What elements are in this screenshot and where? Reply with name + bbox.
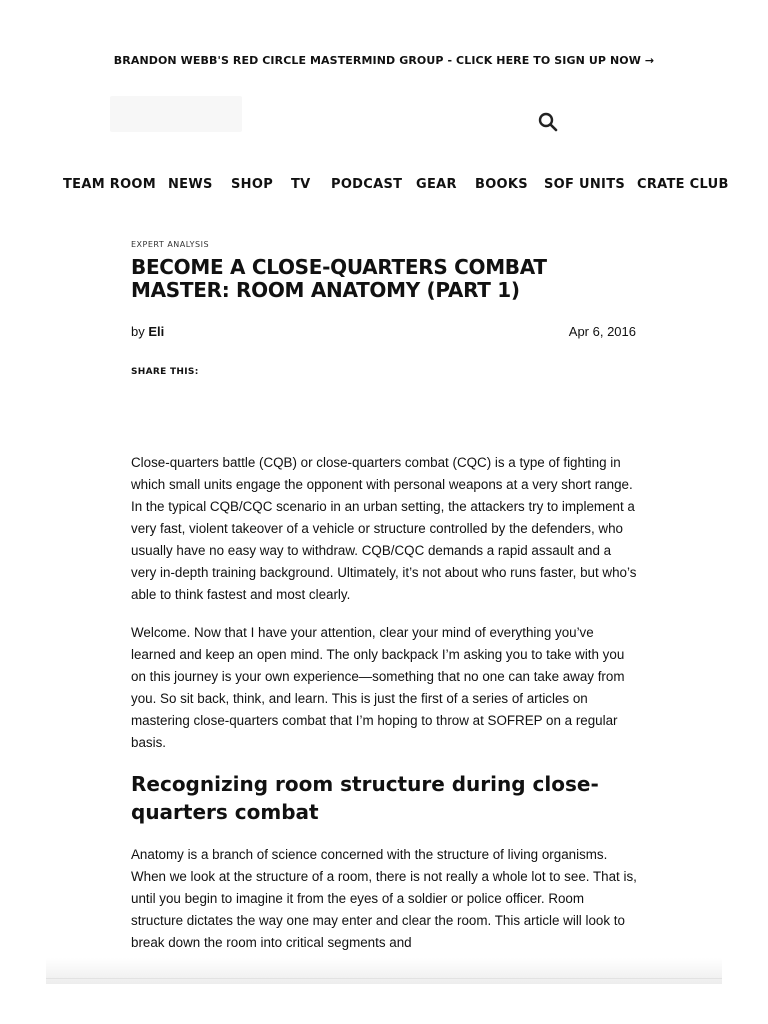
search-button[interactable] <box>534 108 562 136</box>
search-icon <box>538 112 558 132</box>
nav-item-news[interactable]: NEWS <box>168 177 213 192</box>
nav-item-crate-club[interactable]: CRATE CLUB <box>637 177 729 192</box>
byline-prefix: by <box>131 324 145 339</box>
nav-item-tv[interactable]: TV <box>291 177 311 192</box>
section-heading: Recognizing room structure during close-quarters combat <box>131 772 599 824</box>
article-paragraph: Anatomy is a branch of science concerned with the structure of living organisms. When we look at the structure of a room, there is not really a whole lot to see. That is, until you begin to imagine it from the eyes of a soldier or police officer. Room structure dictates the way one may enter and clear the room. This article will look to break down the room into critical segments and <box>131 847 637 950</box>
nav-item-shop[interactable]: SHOP <box>231 177 274 192</box>
promo-banner-link[interactable]: BRANDON WEBB'S RED CIRCLE MASTERMIND GROUP - CLICK HERE TO SIGN UP NOW → <box>113 54 655 67</box>
nav-item-team-room[interactable]: TEAM ROOM <box>63 177 157 192</box>
article-paragraph: Welcome. Now that I have your attention, clear your mind of everything you’ve learned and keep an open mind. The only backpack I’m asking you to take with you on this journey is your own experience—something that no one can take away from you. So sit back, think, and learn. This is just the first of a series of articles on mastering close-quarters combat that I’m hoping to throw at SOFREP on a regular basis. <box>131 625 625 750</box>
author-link[interactable]: Eli <box>148 324 165 339</box>
article-body <box>131 452 637 970</box>
nav-item-sof-units[interactable]: SOF UNITS <box>544 177 626 192</box>
nav-item-podcast[interactable]: PODCAST <box>331 177 403 192</box>
bottom-fade <box>46 958 722 984</box>
nav-item-books[interactable]: BOOKS <box>475 177 528 192</box>
article-byline <box>131 324 164 339</box>
main-nav <box>0 175 768 197</box>
article-date: Apr 6, 2016 <box>568 324 636 339</box>
site-logo[interactable] <box>110 96 242 132</box>
bottom-divider <box>46 978 722 979</box>
article-category-link[interactable]: EXPERT ANALYSIS <box>131 240 210 249</box>
share-label: SHARE THIS: <box>131 367 199 377</box>
article-paragraph: Close-quarters battle (CQB) or close-quarters combat (CQC) is a type of fighting in which small units engage the opponent with personal weapons at a very short range. In the typical CQB/CQC scenario in an urban setting, the attackers try to implement a very fast, violent takeover of a vehicle or structure controlled by the defenders, who usually have no easy way to withdraw. CQB/CQC demands a rapid assault and a very in-depth training background. Ultimately, it’s not about who runs faster, but who’s able to think fastest and most clearly. <box>131 455 637 602</box>
nav-item-gear[interactable]: GEAR <box>416 177 457 192</box>
article-title: BECOME A CLOSE-QUARTERS COMBAT MASTER: ROOM ANATOMY (PART 1) <box>131 255 547 302</box>
